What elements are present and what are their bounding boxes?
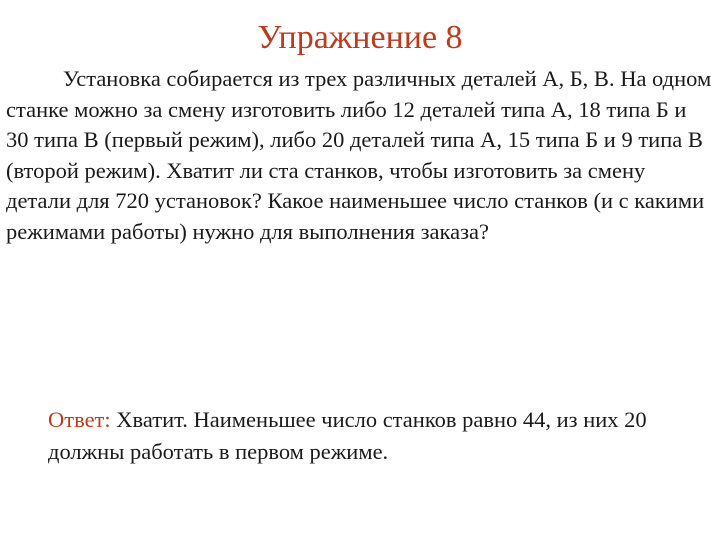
slide-title: Упражнение 8: [257, 19, 463, 56]
answer-block: [48, 404, 708, 468]
answer-text: Хватит. Наименьшее число станков равно 44, из них 20 должны работать в первом режиме.: [48, 407, 647, 464]
problem-statement: Установка собирается из трех различных деталей А, Б, В. На одном станке можно за смену изготовить либо 12 деталей типа А, 18 типа Б и 30 типа В (первый режим), либо 20 деталей типа А, 15 типа Б и 9 типа В (второй режим). Хватит ли ста станков, чтобы изготовить за смену детали для 720 установок? Какое наименьшее число станков (и с какими режимами работы) нужно для выполнения заказа?: [6, 66, 712, 244]
answer-label: Ответ:: [48, 407, 111, 432]
